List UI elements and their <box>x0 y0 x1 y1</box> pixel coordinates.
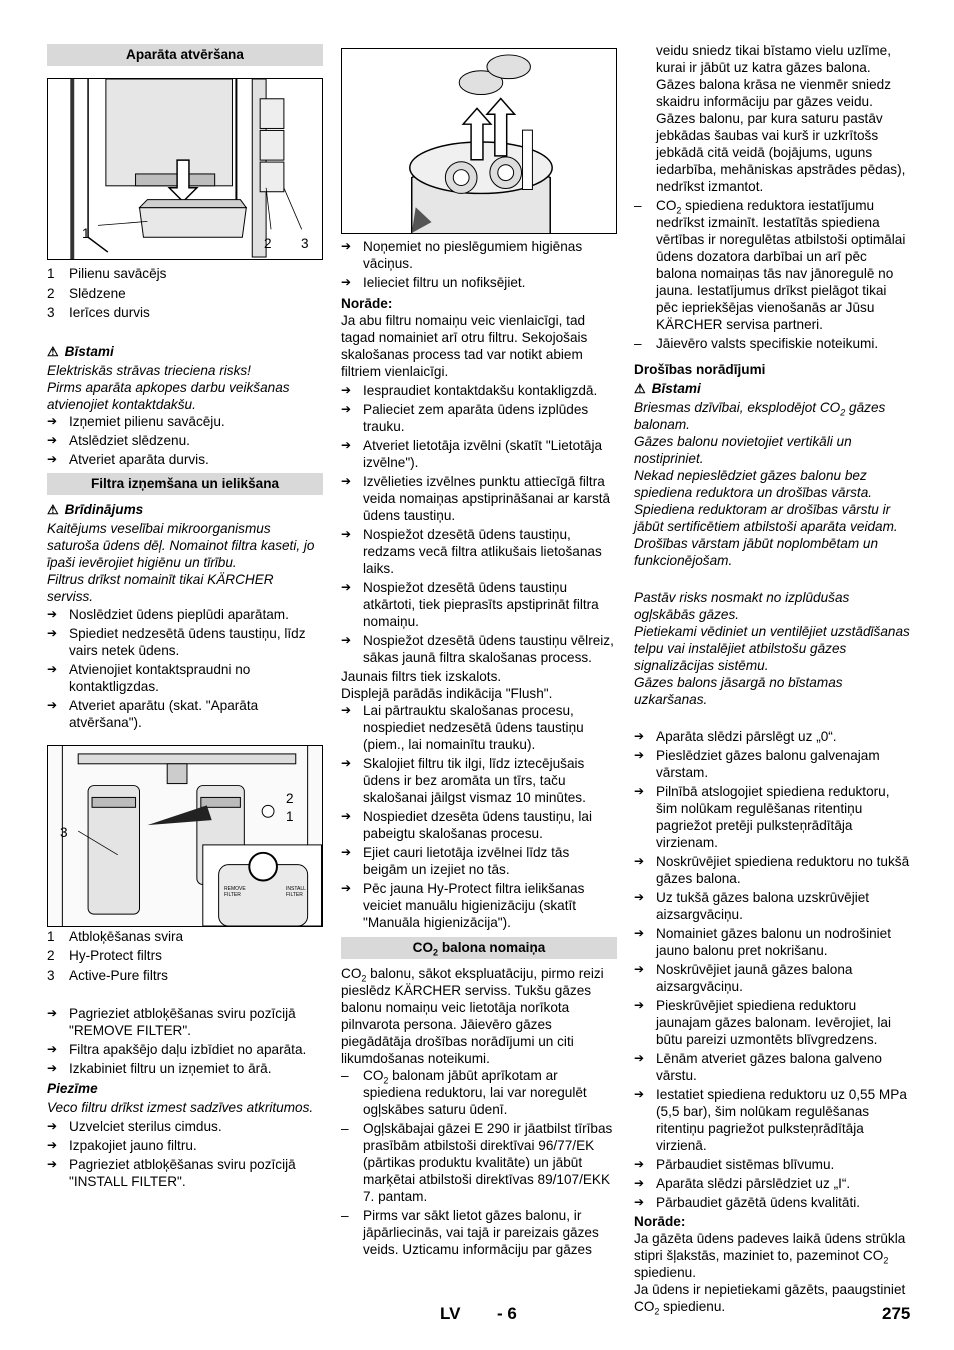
arrow-icon: ➔ <box>341 845 352 859</box>
legend-filters <box>47 927 323 986</box>
arrow-icon: ➔ <box>634 1157 645 1171</box>
step: ➔ Atveriet aparāta durvis. <box>47 451 209 467</box>
step: ➔ Pēc jauna Hy-Protect filtra ielikšanas veiciet manuālu higienizāciju (skatīt "Manuāla higienizācija"). <box>341 881 585 930</box>
danger-text: Elektriskās strāvas trieciena risks! <box>47 362 251 378</box>
arrow-icon: ➔ <box>47 1042 58 1056</box>
step: ➔ Pieslēdziet gāzes balonu galvenajam vārstam. <box>634 748 880 780</box>
callout-2: 2 <box>286 790 294 806</box>
figure-filters <box>47 745 323 927</box>
step: ➔ Nomainiet gāzes balonu un nodrošiniet jauno balonu pret nokrišanu. <box>634 926 892 958</box>
danger-heading: ⚠ Bīstami <box>47 343 114 359</box>
step: ➔ Noskrūvējiet jaunā gāzes balona aizsargvāciņu. <box>634 962 853 994</box>
danger-text: Drošības vārstam jābūt noplombētam un funkcionējošam. <box>634 536 879 568</box>
step: ➔ Pieskrūvējiet spiediena reduktoru jaunajam gāzes balonam. Ievērojiet, lai būtu pareizi uzmontēts blīvgredzens. <box>634 998 892 1047</box>
danger-text: Pastāv risks nosmakt no izplūdušas ogļskābās gāzes. <box>634 590 850 622</box>
note-heading: Piezīme <box>47 1081 98 1096</box>
dash-item: – Ogļskābajai gāzei E 290 ir jāatbilst tīrības prasībām atbilstoši direktīvai 96/77/EK (pārtikas produktu kvalitāte) un jābūt marķētai atbilstoši direktīvas 89/107/EKK 7. pantam. <box>341 1121 613 1204</box>
step: ➔ Spiediet nedzesētā ūdens taustiņu, līdz vairs netek ūdens. <box>47 625 306 658</box>
step: ➔ Nospiežot dzesētā ūdens taustiņu atkārtoti, tiek pieprasīts apstiprināt filtra nomaiņu. <box>341 580 599 629</box>
step: ➔ Ielieciet filtru un nofiksējiet. <box>341 275 526 290</box>
dash-item: – Pirms var sākt lietot gāzes balonu, ir jāpārliecinās, vai tajā ir pareizais gāzes veids. Uzticamu informāciju par gāzes <box>341 1208 599 1257</box>
caps-illustration <box>342 49 616 233</box>
danger-text: Spiediena reduktoram ar drošības vārstu ir jābūt sertificētiem atbilstoši aparāta veidam. <box>634 502 898 534</box>
arrow-icon: ➔ <box>47 1006 58 1020</box>
step: ➔ Atslēdziet slēdzenu. <box>47 432 190 448</box>
footer-local-page: - 6 <box>497 1304 517 1323</box>
arrow-icon: ➔ <box>634 1087 645 1101</box>
step: ➔ Pārbaudiet gāzētā ūdens kvalitāti. <box>634 1195 861 1210</box>
step: ➔ Atvienojiet kontaktspraudni no kontaktligzdas. <box>47 661 251 694</box>
arrow-icon: ➔ <box>47 1138 58 1152</box>
arrow-icon: ➔ <box>634 748 645 762</box>
caution-text: Filtrus drīkst nomainīt tikai KÄRCHER serviss. <box>47 571 274 604</box>
warning-triangle-icon: ⚠ <box>47 343 59 359</box>
arrow-icon: ➔ <box>341 809 352 823</box>
inset-label-remove: REMOVE FILTER <box>224 885 246 898</box>
danger-text: Pietiekami vēdiniet un ventilējiet uzstādīšanas telpu vai instalējiet atbilstošu gāzes signalizācijas sistēmu. <box>634 624 910 673</box>
callout-2: 2 <box>264 236 272 251</box>
section-heading-filter: Filtra izņemšana un ielikšana <box>47 473 323 495</box>
danger-text: Gāzes balonu novietojiet vertikāli un nostipriniet. <box>634 434 852 466</box>
arrow-icon: ➔ <box>634 784 645 798</box>
safety-heading: Drošības norādījumi <box>634 362 766 377</box>
inset-label-install: INSTALL FILTER <box>286 885 306 898</box>
step: ➔ Uz tukšā gāzes balona uzskrūvējiet aizsargvāciņu. <box>634 890 870 922</box>
callout-3: 3 <box>60 824 68 840</box>
arrow-icon: ➔ <box>47 1061 58 1075</box>
arrow-icon: ➔ <box>634 926 645 940</box>
step: ➔ Atveriet lietotāja izvēlni (skatīt "Lietotāja izvēlne"). <box>341 438 603 470</box>
step: ➔ Atveriet aparātu (skat. "Aparāta atvēršana"). <box>47 697 259 730</box>
step: ➔ Izvēlieties izvēlnes punktu attiecīgā filtra veida nomaiņas apstiprināšanai ar karstā ūdens taustiņu. <box>341 474 611 523</box>
step: ➔ Izpakojiet jauno filtru. <box>47 1138 197 1153</box>
step: ➔ Palieciet zem aparāta ūdens izplūdes trauku. <box>341 402 589 434</box>
arrow-icon: ➔ <box>341 703 352 717</box>
arrow-icon: ➔ <box>47 625 58 640</box>
arrow-icon: ➔ <box>47 413 58 428</box>
arrow-icon: ➔ <box>634 998 645 1012</box>
arrow-icon: ➔ <box>341 633 352 647</box>
plain-text: Displejā parādās indikācija "Flush". <box>341 686 553 701</box>
legend-item: 2 Hy-Protect filtrs <box>47 948 162 963</box>
step: ➔ Iestatiet spiediena reduktoru uz 0,55 MPa (5,5 bar), šim nolūkam regulēšanas ritentiņu pagriežot pulksteņrādītāja virzienā. <box>634 1087 907 1153</box>
co2-intro: $CO_2$ balonu, sākot ekspluatāciju, pirmo reizi pieslēdz KÄRCHER serviss. Tukšu gāzes balonu nomaiņu veic lietotāja norīkota pilnvarota persona. Jāievēro gāzes piegādātāja drošības norādījumi un citi likumdošanas noteikumi. <box>341 966 604 1066</box>
dash-item: – $CO_2$ balonam jābūt aprīkotam ar spiediena reduktoru, lai var noregulēt ogļskābes saturu ūdenī. <box>341 1068 587 1117</box>
plain-text: Jaunais filtrs tiek izskalots. <box>341 669 502 684</box>
arrow-icon: ➔ <box>341 402 352 416</box>
danger-text: Nekad nepieslēdziet gāzes balonu bez spiediena reduktora un drošības vārsta. <box>634 468 873 500</box>
warning-triangle-icon: ⚠ <box>634 381 646 396</box>
step: ➔ Aparāta slēdzi pārslēdziet uz „I“. <box>634 1176 851 1191</box>
step: ➔ Pārbaudiet sistēmas blīvumu. <box>634 1157 835 1172</box>
legend-item: 1 Atbloķēšanas svira <box>47 928 184 944</box>
step: ➔ Skalojiet filtru tik ilgi, līdz iztecējušais ūdens ir bez aromāta un tīrs, taču skalošanai jāilgst vismaz 10 minūtes. <box>341 756 586 805</box>
arrow-icon: ➔ <box>341 580 352 594</box>
filters-illustration <box>48 746 322 926</box>
step: ➔ Noņemiet no pieslēgumiem higiēnas vāciņus. <box>341 239 583 271</box>
step: ➔ Izkabiniet filtru un izņemiet to ārā. <box>47 1061 272 1076</box>
step: ➔ Aparāta slēdzi pārslēgt uz „0“. <box>634 729 837 744</box>
arrow-icon: ➔ <box>634 890 645 904</box>
step: ➔ Nospiežot dzesētā ūdens taustiņu, redzams vecā filtra atlikušais lietošanas laiks. <box>341 527 602 576</box>
callout-3: 3 <box>301 236 309 251</box>
arrow-icon: ➔ <box>341 383 352 397</box>
section-heading-open: Aparāta atvēršana <box>47 44 323 66</box>
legend-item: 3 Active-Pure filtrs <box>47 967 168 983</box>
legend-item: 3 Ierīces durvis <box>47 305 150 320</box>
legend-item: 1 Pilienu savācējs <box>47 266 167 281</box>
note-text: Veco filtru drīkst izmest sadzīves atkritumos. <box>47 1100 314 1115</box>
step: ➔ Iespraudiet kontaktdakšu kontakligzdā. <box>341 383 598 398</box>
arrow-icon: ➔ <box>341 438 352 452</box>
callout-1: 1 <box>286 808 294 824</box>
column-1 <box>47 44 323 1190</box>
note-text: Ja ūdens ir nepietiekami gāzēts, paaugstiniet $CO_2$ spiedienu. <box>634 1282 906 1317</box>
footer-page-number: 275 <box>882 1304 911 1323</box>
arrow-icon: ➔ <box>634 1195 645 1209</box>
arrow-icon: ➔ <box>47 451 58 466</box>
step: ➔ Lai pārtrauktu skalošanas procesu, nospiediet nedzesētā ūdens taustiņu (piem., lai nomainītu trauku). <box>341 703 584 752</box>
arrow-icon: ➔ <box>634 729 645 743</box>
caution-heading: ⚠ Brīdinājums <box>47 501 144 517</box>
step: ➔ Pagrieziet atbloķēšanas sviru pozīcijā "REMOVE FILTER". <box>47 1006 296 1038</box>
arrow-icon: ➔ <box>47 606 58 621</box>
arrow-icon: ➔ <box>47 432 58 447</box>
step: ➔ Noskrūvējiet spiediena reduktoru no tukšā gāzes balona. <box>634 854 910 886</box>
warning-triangle-icon: ⚠ <box>47 501 59 517</box>
step: ➔ Filtra apakšējo daļu izbīdiet no aparāta. <box>47 1042 307 1057</box>
step: ➔ Izņemiet pilienu savācēju. <box>47 413 225 429</box>
step: ➔ Ejiet cauri lietotāja izvēlnei līdz tās beigām un izejiet no tās. <box>341 845 570 877</box>
arrow-icon: ➔ <box>47 1157 58 1171</box>
arrow-icon: ➔ <box>47 697 58 712</box>
footer-language: LV <box>440 1304 461 1323</box>
column-3 <box>634 42 910 1315</box>
arrow-icon: ➔ <box>341 474 352 488</box>
danger-text: Pirms aparāta apkopes darbu veikšanas atvienojiet kontaktdakšu. <box>47 379 290 412</box>
arrow-icon: ➔ <box>341 239 352 253</box>
danger-text: Briesmas dzīvībai, eksplodējot $CO_2$ gāzes balonam. <box>634 400 886 432</box>
column-2 <box>341 44 617 1258</box>
section-heading-co2: $CO_2$ balona nomaiņa <box>341 937 617 959</box>
step: ➔ Noslēdziet ūdens pieplūdi aparātam. <box>47 606 289 622</box>
arrow-icon: ➔ <box>634 854 645 868</box>
legend-open <box>47 264 323 323</box>
arrow-icon: ➔ <box>47 661 58 676</box>
note-text: Ja gāzēta ūdens padeves laikā ūdens strūkla stipri šļakstās, maziniet to, pazeminot $CO_2$ spiedienu. <box>634 1231 906 1280</box>
arrow-icon: ➔ <box>47 1119 58 1133</box>
danger-heading: ⚠ Bīstami <box>634 381 701 396</box>
arrow-icon: ➔ <box>341 275 352 289</box>
step: ➔ Nospiežot dzesētā ūdens taustiņu vēlreiz, sākas jaunā filtra skalošanas process. <box>341 633 614 665</box>
note-text: Ja abu filtru nomaiņu veic vienlaicīgi, tad tagad nomainiet arī otru filtru. Sekojošais skalošanas process tad var notikt abiem filtriem vienlaicīgi. <box>341 313 588 379</box>
arrow-icon: ➔ <box>341 881 352 895</box>
figure-open-device <box>47 78 323 260</box>
step: ➔ Nospiediet dzesēta ūdens taustiņu, lai pabeigtu skalošanas procesu. <box>341 809 592 841</box>
note-label: Norāde: <box>634 1214 686 1229</box>
note-label: Norāde: <box>341 296 393 311</box>
arrow-icon: ➔ <box>634 962 645 976</box>
figure-caps <box>341 48 617 234</box>
callout-1: 1 <box>82 226 90 241</box>
legend-item: 2 Slēdzene <box>47 285 126 301</box>
danger-text: Gāzes balons jāsargā no bīstamas uzkaršanas. <box>634 675 843 707</box>
arrow-icon: ➔ <box>634 1051 645 1065</box>
arrow-icon: ➔ <box>341 756 352 770</box>
arrow-icon: ➔ <box>341 527 352 541</box>
arrow-icon: ➔ <box>634 1176 645 1190</box>
dash-item: – $CO_2$ spiediena reduktora iestatījumu nedrīkst izmainīt. Iestatītās spiediena vērtības ir noregulētas atbilstoši optimālai ūdens dozatora darbībai un arī pēc balona nomaiņas tās nav jānoregulē no jauna. Iestatījumus drīkst pielāgot tikai pēc iepriekšējas vienošanās ar Jūsu KÄRCHER servisa partneri. <box>634 198 906 332</box>
step: ➔ Pagrieziet atbloķēšanas sviru pozīcijā "INSTALL FILTER". <box>47 1157 296 1189</box>
continued-text: veidu sniedz tikai bīstamo vielu uzlīme, kurai ir jābūt uz katra gāzes balona. Gāzes balona krāsa ne vienmēr sniedz skaidru informāciju par gāzes veidu. Gāzes balonu, par kura saturu pastāv jebkādas šaubas vai kurš ir uzkrītošs jebkādā citā veidā (bojājums, uguns iedarbība, mehāniskas apstrādes pēdas), nedrīkst izmantot. <box>656 43 906 194</box>
step: ➔ Pilnībā atslogojiet spiediena reduktoru, šim nolūkam regulēšanas ritentiņu pagriežot pretēji pulksteņrādītāja virzienam. <box>634 784 890 850</box>
dash-item: – Jāievēro valsts specifiskie noteikumi. <box>634 336 879 351</box>
step: ➔ Lēnām atveriet gāzes balona galveno vārstu. <box>634 1051 882 1083</box>
step: ➔ Uzvelciet sterilus cimdus. <box>47 1119 222 1134</box>
caution-text: Kaitējums veselībai mikroorganismus saturoša ūdens dēļ. Nomainot filtra kaseti, jo īpaši ievērojiet higiēnu un tīrību. <box>47 520 315 570</box>
